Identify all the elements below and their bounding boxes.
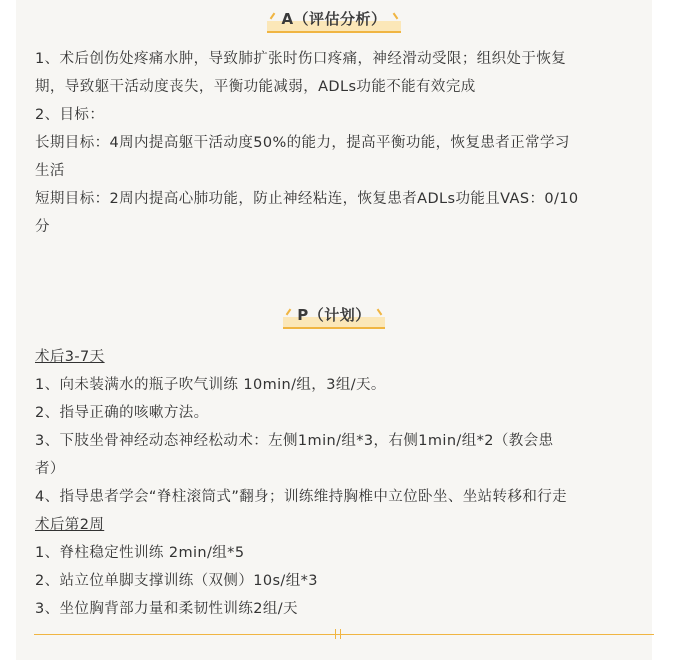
- phase1-heading: 术后3-7天: [35, 349, 105, 365]
- plan-item: 1、脊柱稳定性训练 2min/组*5: [35, 545, 245, 561]
- title-accent-left-icon: [286, 309, 292, 316]
- section-a-header: [16, 6, 652, 33]
- assessment-line: 1、术后创伤处疼痛水肿，导致肺扩张时伤口疼痛，神经滑动受限；组织处于恢复: [35, 51, 567, 67]
- section-a-title: A（评估分析）: [281, 10, 387, 28]
- section-a-body: [35, 45, 655, 241]
- title-accent-right-icon: [392, 13, 398, 20]
- long-term-goal: 长期目标：4周内提高躯干活动度50%的能力，提高平衡功能，恢复患者正常学习: [35, 135, 570, 151]
- plan-item: 2、站立位单脚支撑训练（双侧）10s/组*3: [35, 573, 318, 589]
- assessment-line: 期，导致躯干活动度丧失，平衡功能减弱，ADLs功能不能有效完成: [35, 79, 476, 95]
- plan-item: 3、下肢坐骨神经动态神经松动术：左侧1min/组*3，右侧1min/组*2（教会患: [35, 433, 554, 449]
- plan-item: 3、坐位胸背部力量和柔韧性训练2组/天: [35, 601, 298, 617]
- section-p-body: [35, 343, 655, 623]
- plan-item-cont: 者）: [35, 461, 65, 477]
- title-underline: [267, 31, 400, 33]
- short-term-goal: 短期目标：2周内提高心肺功能，防止神经粘连，恢复患者ADLs功能且VAS：0/10: [35, 191, 579, 207]
- plan-item: 1、向未装满水的瓶子吹气训练 10min/组，3组/天。: [35, 377, 386, 393]
- plan-item: 2、指导正确的咳嗽方法。: [35, 405, 209, 421]
- long-term-goal-cont: 生活: [35, 163, 65, 179]
- short-term-goal-cont: 分: [35, 219, 50, 235]
- title-underline: [283, 327, 385, 329]
- section-a-title-box: [267, 6, 400, 33]
- goal-heading: 2、目标：: [35, 107, 105, 123]
- article-card: [16, 0, 652, 660]
- section-p-header: [16, 302, 652, 329]
- section-divider: [34, 634, 654, 635]
- phase2-heading: 术后第2周: [35, 517, 105, 533]
- title-accent-right-icon: [376, 309, 382, 316]
- divider-mark: [340, 629, 341, 639]
- title-accent-left-icon: [270, 13, 276, 20]
- divider-mark: [335, 629, 336, 639]
- plan-item: 4、指导患者学会“脊柱滚筒式”翻身；训练维持胸椎中立位卧坐、坐站转移和行走: [35, 489, 568, 505]
- section-p-title-box: [283, 302, 385, 329]
- section-p-title: P（计划）: [297, 306, 371, 324]
